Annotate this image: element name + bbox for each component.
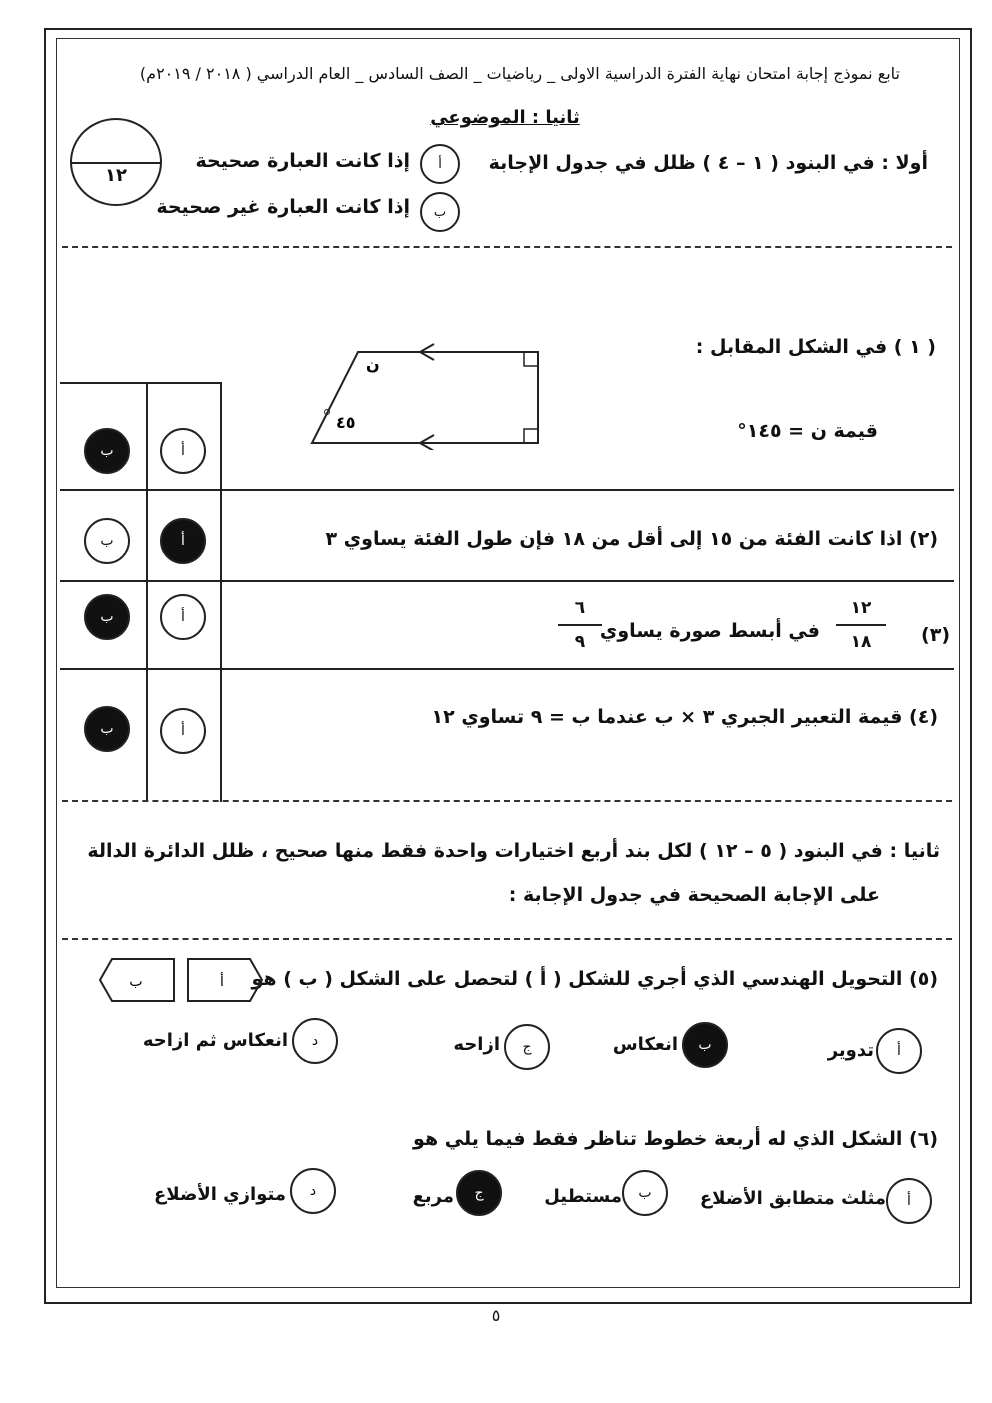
q5-option-a-text: تدوير: [827, 1040, 874, 1061]
q6-option-d-text: متوازي الأضلاع: [153, 1184, 286, 1205]
q6-option-c-circle-shaded[interactable]: ج: [456, 1170, 502, 1216]
q3-number: (٣): [921, 624, 950, 646]
q6-option-b-text: مستطيل: [544, 1186, 622, 1207]
row-divider: [60, 668, 954, 670]
q6-option-c-text: مربع: [412, 1186, 454, 1207]
q2-text: (٢) اذا كانت الفئة من ١٥ إلى أقل من ١٨ فإن طول الفئة يساوي ٣: [325, 528, 938, 550]
legend-option-a-circle: أ: [420, 144, 460, 184]
divider-dashed: [62, 800, 952, 802]
q6-option-b-circle[interactable]: ب: [622, 1170, 668, 1216]
q1-value: قيمة ن = ١٤٥°: [737, 420, 878, 442]
legend-option-b-text: إذا كانت العبارة غير صحيحة: [156, 196, 410, 218]
section-subject-title: ثانيا : الموضوعي: [430, 107, 580, 128]
page-inner-frame: [56, 38, 960, 1288]
q5-option-b-circle-shaded[interactable]: ب: [682, 1022, 728, 1068]
q5-text: (٥) التحويل الهندسي الذي أجري للشكل ( أ ) لتحصل على الشكل ( ب ) هو: [251, 968, 938, 990]
page-number: ٥: [491, 1306, 501, 1325]
q5-option-d-circle[interactable]: د: [292, 1018, 338, 1064]
grid-col-divider: [146, 382, 148, 802]
q6-option-d-circle[interactable]: د: [290, 1168, 336, 1214]
q4-text: (٤) قيمة التعبير الجبري ٣ × ب عندما ب = ٩ تساوي ١٢: [431, 706, 938, 728]
q4-answer-a[interactable]: أ: [160, 708, 206, 754]
q3-fraction-left: ١٢ ١٨: [836, 598, 886, 652]
legend-option-b-circle: ب: [420, 192, 460, 232]
divider-dashed: [62, 938, 952, 940]
q6-option-a-text: مثلث متطابق الأضلاع: [699, 1188, 886, 1209]
grid-top-line: [60, 382, 222, 384]
q6-text: (٦) الشكل الذي له أربعة خطوط تناظر فقط فيما يلي هو: [413, 1128, 938, 1150]
q5-option-d-text: انعكاس ثم ازاحه: [142, 1030, 288, 1051]
q5-option-a-circle[interactable]: أ: [876, 1028, 922, 1074]
q1-answer-a[interactable]: أ: [160, 428, 206, 474]
part1-instruction: أولا : في البنود ( ١ – ٤ ) ظلل في جدول الإجابة: [488, 152, 928, 174]
q2-answer-b[interactable]: ب: [84, 518, 130, 564]
score-circle: [70, 118, 162, 206]
q3-answer-b-shaded[interactable]: ب: [84, 594, 130, 640]
part2-instruction-line2: على الإجابة الصحيحة في جدول الإجابة :: [508, 884, 880, 906]
legend-option-a-text: إذا كانت العبارة صحيحة: [195, 150, 410, 172]
angle-value-45: ٤٥: [336, 413, 356, 432]
shape-b-label: ب: [129, 974, 143, 990]
q5-shapes: [94, 956, 274, 1004]
q6-option-a-circle[interactable]: أ: [886, 1178, 932, 1224]
q4-answer-b-shaded[interactable]: ب: [84, 706, 130, 752]
score-value: ١٢: [105, 165, 127, 186]
shape-a-label: أ: [220, 974, 224, 990]
q3-fraction-right: ٦ ٩: [558, 598, 602, 652]
q5-option-b-text: انعكاس: [612, 1034, 678, 1055]
trapezoid-figure: [300, 340, 550, 450]
shape-a-pentagon: [188, 959, 262, 1001]
q1-answer-b-shaded[interactable]: ب: [84, 428, 130, 474]
part2-instruction-line1: ثانيا : في البنود ( ٥ – ١٢ ) لكل بند أربع اختيارات واحدة فقط منها صحيح ، ظلل الدائرة الدالة: [87, 840, 940, 862]
row-divider: [60, 580, 954, 582]
q5-option-c-text: ازاحه: [453, 1034, 500, 1055]
grid-right-border: [220, 382, 222, 802]
divider-dashed: [62, 246, 952, 248]
row-divider: [60, 489, 954, 491]
q1-text: ( ١ ) في الشكل المقابل :: [695, 336, 936, 358]
angle-label-n: ن: [366, 355, 380, 374]
q3-answer-a[interactable]: أ: [160, 594, 206, 640]
q2-answer-a-shaded[interactable]: أ: [160, 518, 206, 564]
exam-header-title: تابع نموذج إجابة امتحان نهاية الفترة الدراسية الاولى _ رياضيات _ الصف السادس _ العام الدراسي ( ٢٠١٨ / ٢٠١٩م): [139, 64, 900, 83]
q3-text: في أبسط صورة يساوي: [599, 620, 820, 642]
q5-option-c-circle[interactable]: ج: [504, 1024, 550, 1070]
